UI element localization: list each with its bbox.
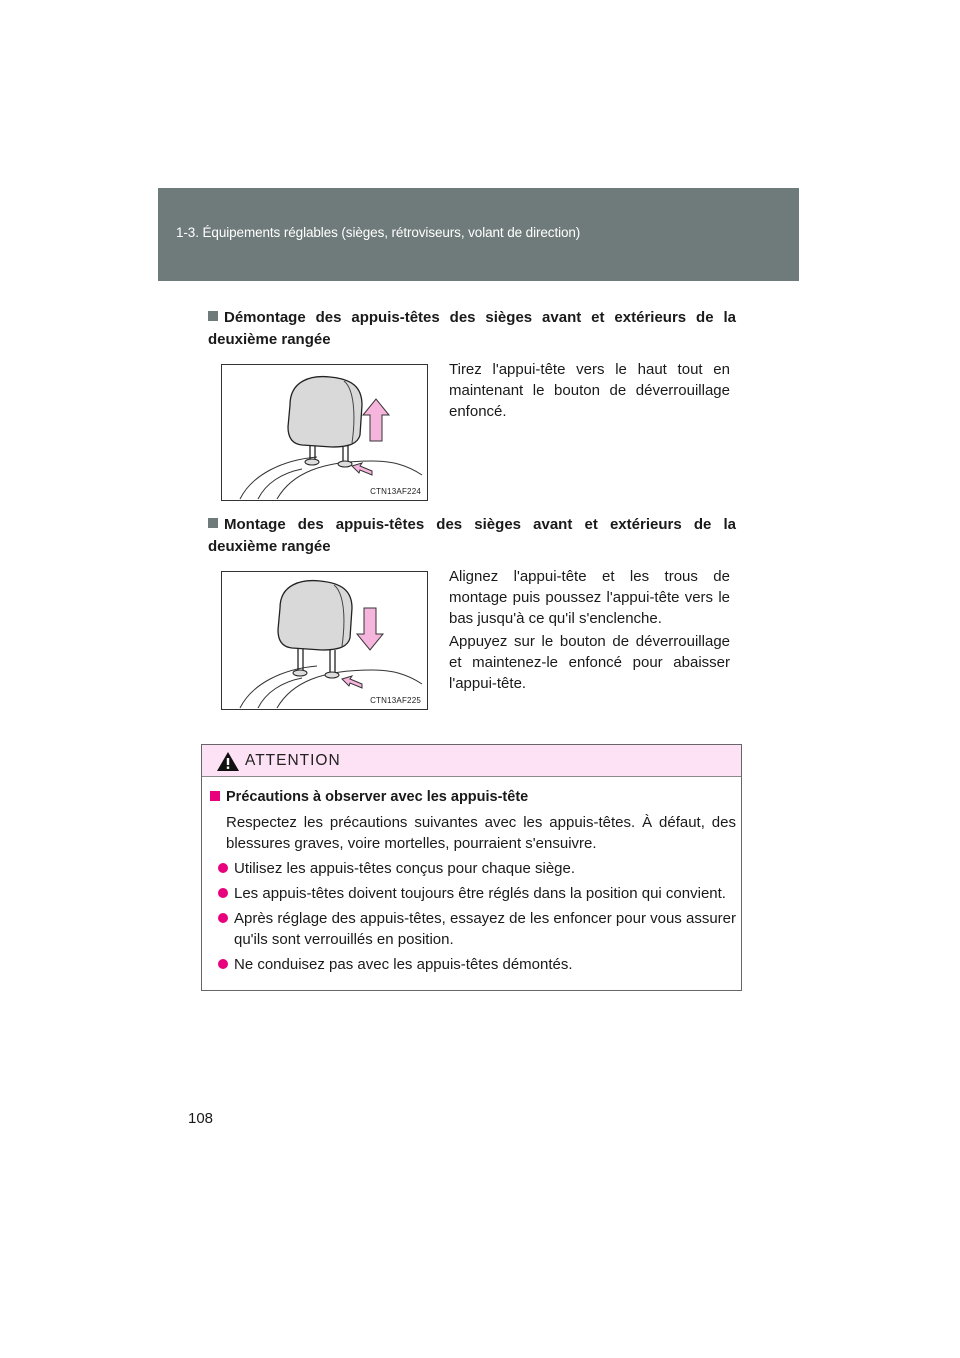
installation-instruction-1: Alignez l'appui-tête et les trous de montage puis poussez l'appui-tête vers le bas jusqu'à ce qu'il s'enclenche. — [449, 568, 730, 627]
square-bullet-icon — [210, 791, 220, 801]
figure-headrest-installation — [221, 571, 428, 710]
figure-caption: CTN13AF225 — [370, 696, 421, 705]
warning-triangle-icon — [216, 751, 240, 772]
warning-header — [202, 745, 741, 777]
warning-intro: Respectez les précautions suivantes avec les appuis-têtes. À défaut, des blessures graves, voire mortelles, pourraient s'ensuivre. — [226, 814, 736, 852]
bullet-dot-icon — [218, 913, 228, 923]
square-bullet-icon — [208, 518, 218, 528]
installation-instruction-2: Appuyez sur le bouton de déverrouillage et maintenez-le enfoncé pour abaisser l'appui-tête. — [449, 633, 730, 692]
figure-caption: CTN13AF224 — [370, 487, 421, 496]
removal-instruction: Tirez l'appui-tête vers le haut tout en maintenant le bouton de déverrouillage enfoncé. — [449, 361, 730, 420]
warning-label: ATTENTION — [245, 752, 341, 769]
headrest-installation-illustration — [222, 572, 427, 709]
warning-bullet: Utilisez les appuis-têtes conçus pour chaque siège. — [218, 858, 736, 879]
warning-box — [201, 744, 742, 991]
square-bullet-icon — [208, 311, 218, 321]
chapter-header-band — [158, 188, 799, 281]
warning-bullet: Ne conduisez pas avec les appuis-têtes démontés. — [218, 954, 736, 975]
bullet-dot-icon — [218, 888, 228, 898]
figure-headrest-removal — [221, 364, 428, 501]
page-number: 108 — [188, 1110, 214, 1127]
warning-subheading: Précautions à observer avec les appuis-tête — [210, 789, 528, 805]
section-heading-removal: Démontage des appuis-têtes des sièges avant et extérieurs de la deuxième rangée — [208, 309, 736, 348]
section-heading-installation: Montage des appuis-têtes des sièges avant et extérieurs de la deuxième rangée — [208, 516, 736, 555]
headrest-removal-illustration — [222, 365, 427, 500]
warning-bullet: Les appuis-têtes doivent toujours être réglés dans la position qui convient. — [218, 883, 736, 904]
warning-bullet: Après réglage des appuis-têtes, essayez de les enfoncer pour vous assurer qu'ils sont verrouillés en position. — [218, 908, 736, 950]
bullet-dot-icon — [218, 863, 228, 873]
chapter-title: 1-3. Équipements réglables (sièges, rétroviseurs, volant de direction) — [176, 225, 581, 240]
bullet-dot-icon — [218, 959, 228, 969]
